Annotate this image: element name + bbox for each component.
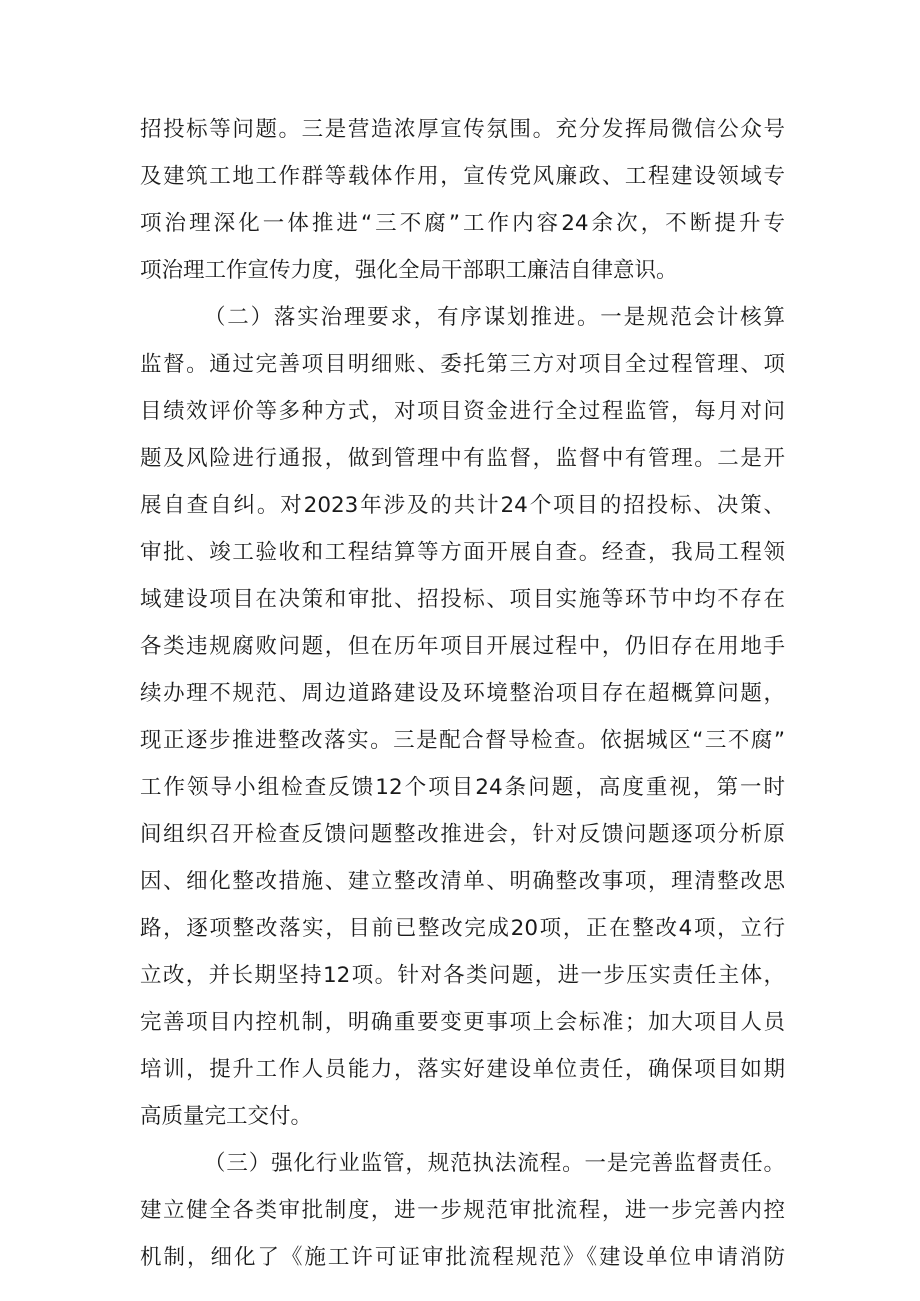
text-line: 现正逐步推进整改落实。三是配合督导检查。依据城区“三不腐” [140,728,785,753]
text-line: 建立健全各类审批制度，进一步规范审批流程，进一步完善内控 [140,1198,785,1223]
text-line: 各类违规腐败问题，但在历年项目开展过程中，仍旧存在用地手 [140,634,785,659]
text-line: 机制，细化了《施工许可证审批流程规范》《建设单位申请消防 [140,1245,785,1270]
text-line: 完善项目内控机制，明确重要变更事项上会标准；加大项目人员 [140,1010,785,1035]
text-line: 审批、竣工验收和工程结算等方面开展自查。经查，我局工程领 [140,540,785,565]
text-line: 立改，并长期坚持12项。针对各类问题，进一步压实责任主体， [140,963,785,988]
text-line: 及建筑工地工作群等载体作用，宣传党风廉政、工程建设领域专 [140,164,785,189]
text-line: 题及风险进行通报，做到管理中有监督，监督中有管理。二是开 [140,446,785,471]
text-line: 域建设项目在决策和审批、招投标、项目实施等环节中均不存在 [140,587,785,612]
text-line: 路，逐项整改落实，目前已整改完成20项，正在整改4项，立行 [140,916,785,941]
text-line: 展自查自纠。对2023年涉及的共计24个项目的招投标、决策、 [140,493,785,518]
text-line: 间组织召开检查反馈问题整改推进会，针对反馈问题逐项分析原 [140,822,785,847]
paragraph-heading-line: （三）强化行业监管，规范执法流程。一是完善监督责任。 [204,1151,785,1176]
text-line: 招投标等问题。三是营造浓厚宣传氛围。充分发挥局微信公众号 [140,117,785,142]
text-line: 高质量完工交付。 [140,1104,313,1129]
text-line: 项治理深化一体推进“三不腐”工作内容24余次，不断提升专 [140,211,785,236]
text-line: 监督。通过完善项目明细账、委托第三方对项目全过程管理、项 [140,352,785,377]
text-line: 项治理工作宣传力度，强化全局干部职工廉洁自律意识。 [140,258,678,283]
text-line: 培训，提升工作人员能力，落实好建设单位责任，确保项目如期 [140,1057,785,1082]
text-line: 工作领导小组检查反馈12个项目24条问题，高度重视，第一时 [140,775,785,800]
paragraph-heading-line: （二）落实治理要求，有序谋划推进。一是规范会计核算 [204,305,785,330]
text-line: 因、细化整改措施、建立整改清单、明确整改事项，理清整改思 [140,869,785,894]
text-line: 目绩效评价等多种方式，对项目资金进行全过程监管，每月对问 [140,399,785,424]
text-line: 续办理不规范、周边道路建设及环境整治项目存在超概算问题， [140,681,785,706]
